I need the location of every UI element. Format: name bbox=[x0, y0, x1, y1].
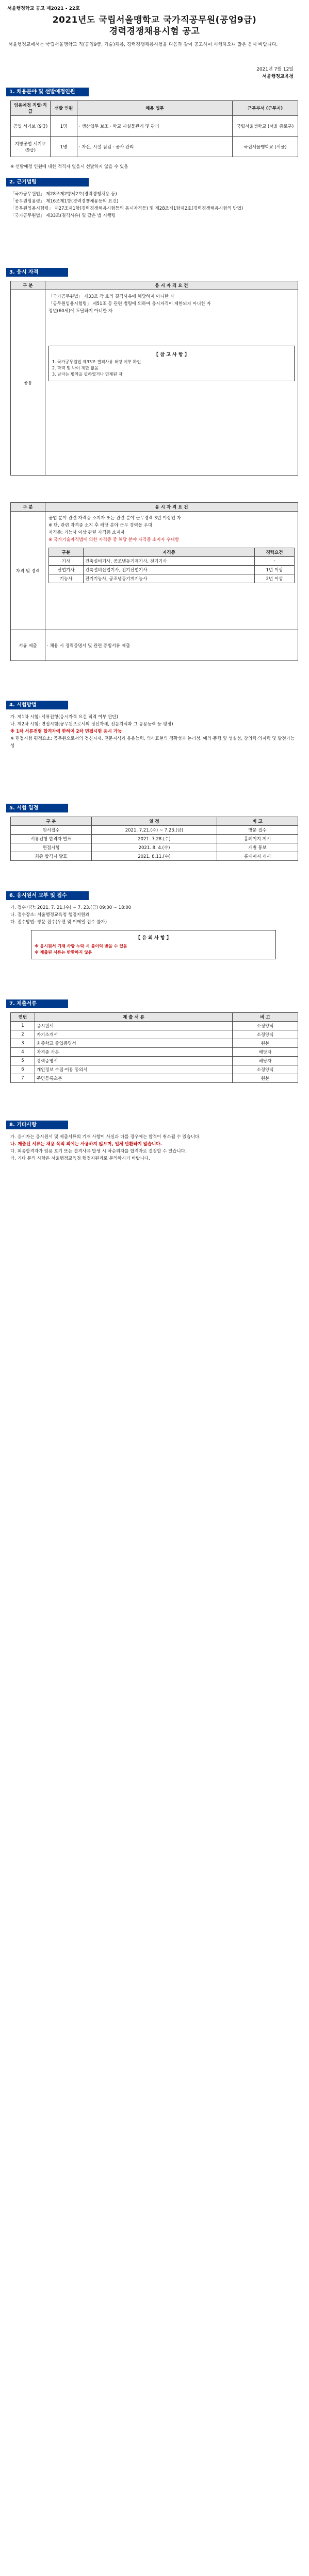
requirements-table bbox=[10, 281, 298, 476]
page-title bbox=[0, 14, 309, 37]
cert-cell: 산업기사 bbox=[49, 566, 84, 574]
th-cert-exp: 경력요건 bbox=[255, 548, 295, 557]
section-1-note: ※ 선발예정 인원에 대한 적격자 없을시 선발하지 않을 수 있음 bbox=[10, 164, 128, 170]
schedule-cell: 원서접수 bbox=[11, 826, 92, 835]
section-6-header: 6. 응시원서 교부 및 접수 bbox=[6, 891, 89, 900]
schedule-table bbox=[10, 817, 298, 861]
schedule-cell: 홈페이지 게시 bbox=[217, 852, 298, 861]
th-no: 연번 bbox=[11, 1013, 35, 1022]
cell-count-2: 1명 bbox=[51, 137, 77, 157]
th-duties: 채용 업무 bbox=[77, 101, 233, 116]
qualification-table bbox=[10, 502, 298, 661]
cell-duties-2: · 자산, 시설 점검 · 공사 관리 bbox=[77, 137, 233, 157]
caution-line: ※ 제출된 서류는 반환하지 않음 bbox=[35, 950, 92, 955]
doc-cell: 개인정보 수집·이용 동의서 bbox=[35, 1065, 233, 1074]
application-info bbox=[10, 904, 297, 959]
qualification-requirements bbox=[45, 512, 298, 630]
caution-line: ※ 응시원서 기재 사항 누락 시 불이익 받을 수 있음 bbox=[35, 944, 127, 948]
announcement-date: 2021년 7월 12일 bbox=[256, 67, 294, 72]
schedule-cell: 2021. 8.11.(수) bbox=[92, 852, 217, 861]
th-requirements: 응 시 자 격 요 건 bbox=[45, 281, 298, 290]
announcement-label: 서울행정학교 공고 제2021 - 22호 bbox=[7, 6, 80, 11]
common-requirements bbox=[45, 290, 298, 476]
title-line-1: 2021년도 국립서울맹학교 국가직공무원(공업9급) bbox=[52, 15, 257, 25]
schedule-cell: 2021. 7.28.(수) bbox=[92, 835, 217, 843]
req-item: 공업 분야 관련 자격증 소지자 또는 관련 분야 근무경력 3년 이상인 자 bbox=[48, 516, 181, 521]
doc-cell: 자격증 사본 bbox=[35, 1048, 233, 1057]
doc-cell: 6 bbox=[11, 1065, 35, 1074]
exam-method-list bbox=[10, 714, 297, 750]
req-item: 정년(60세)에 도달하지 아니한 자 bbox=[48, 309, 113, 314]
section-5-header: 5. 시험 일정 bbox=[6, 804, 68, 812]
req-item: 「공무원임용시험령」 제51조 등 관련 법령에 의하여 응시자격이 제한되지 아니한 자 bbox=[48, 301, 211, 307]
doc-cell: 소정양식 bbox=[233, 1030, 298, 1039]
schedule-cell: 최종 합격자 발표 bbox=[11, 852, 92, 861]
other-item: 가. 응시자는 응시원서 및 제출서류의 기재 사항이 사실과 다를 경우에는 합격이 취소될 수 있습니다. bbox=[10, 1134, 201, 1140]
doc-cell: 응시원서 bbox=[35, 1022, 233, 1030]
schedule-cell: 서류전형 합격자 발표 bbox=[11, 835, 92, 843]
th-count: 선발 인원 bbox=[51, 101, 77, 116]
cert-cell: 1년 이상 bbox=[255, 566, 295, 574]
doc-cell: 해당자 bbox=[233, 1048, 298, 1057]
th-requirements-2: 응 시 자 격 요 건 bbox=[45, 503, 298, 512]
schedule-cell: 개별 통보 bbox=[217, 843, 298, 852]
laws-list bbox=[10, 191, 297, 219]
cert-cell: 건축설비산업기사, 전기산업기사 bbox=[84, 566, 255, 574]
cert-cell: 전기기능사, 공조냉동기계기능사 bbox=[84, 574, 255, 583]
section-8-header: 8. 기타사항 bbox=[6, 1121, 68, 1129]
section-2-header: 2. 근거법령 bbox=[6, 178, 89, 187]
doc-cell: 경력증명서 bbox=[35, 1057, 233, 1065]
cert-cell: 기능사 bbox=[49, 574, 84, 583]
section-1-header: 1. 채용분야 및 선발예정인원 bbox=[6, 88, 89, 96]
section-7-header: 7. 제출서류 bbox=[6, 999, 68, 1008]
th-cert-type: 구분 bbox=[49, 548, 84, 557]
law-item: 「국가공무원법」 제33조(결격사유) 및 같은 법 시행령 bbox=[10, 213, 116, 218]
cell-duties: · 생산업무 보조 · 학교 시설물관리 및 관리 bbox=[77, 116, 233, 137]
exam-item: ※ 면접시험 평정요소: 공무원으로서의 정신자세, 전문지식과 응용능력, 의사표현의 정확성과 논리성, 예의·품행 및 성실성, 창의력·의지력 및 발전가능성 bbox=[10, 736, 295, 749]
exam-item: ※ 1차 서류전형 합격자에 한하여 2차 면접시험 응시 가능 bbox=[10, 729, 122, 734]
cert-cell: 기사 bbox=[49, 557, 84, 566]
th-doc-remark: 비 고 bbox=[233, 1013, 298, 1022]
doc-cell: 최종학교 졸업증명서 bbox=[35, 1039, 233, 1048]
docs-requirement: · 채용 시 경력증명서 및 관련 증빙서류 제출 bbox=[45, 630, 298, 661]
application-item: 가. 접수기간: 2021. 7. 21.(수) ~ 7. 23.(금) 09:00 ~ 18:00 bbox=[10, 905, 132, 910]
th-category-2: 구 분 bbox=[11, 503, 45, 512]
law-item: 「공무원임용령」 제16조제1항(경력경쟁채용등의 요건) bbox=[10, 199, 119, 204]
law-item: 「공무원임용시험령」 제27조제1항(경력경쟁채용시험등의 응시자격등) 및 제28조제1항제2호(경력경쟁채용시험의 방법) bbox=[10, 206, 243, 211]
section-4-header: 4. 시험방법 bbox=[6, 701, 68, 709]
issuer: 서울행정교육청 bbox=[262, 74, 294, 79]
doc-cell: 3 bbox=[11, 1039, 35, 1048]
reference-title: 【 참 고 사 항 】 bbox=[154, 352, 189, 358]
caution-title: 【 유 의 사 항 】 bbox=[136, 936, 171, 941]
doc-cell: 원본 bbox=[233, 1074, 298, 1083]
cell-rank-2: 지방공업 서기보 (9급) bbox=[11, 137, 51, 157]
doc-cell: 4 bbox=[11, 1048, 35, 1057]
doc-cell: 5 bbox=[11, 1057, 35, 1065]
schedule-cell: 2021. 7.21.(수) ~ 7.23.(금) bbox=[92, 826, 217, 835]
th-place: 근무부서 (근무지) bbox=[233, 101, 298, 116]
exam-item: 가. 제1차 시험: 서류전형(응시자격 요건 적격 여부 판단) bbox=[10, 715, 118, 720]
reference-box bbox=[48, 346, 295, 381]
doc-cell: 7 bbox=[11, 1074, 35, 1083]
th-rank: 임용예정 직렬·직급 bbox=[11, 101, 51, 116]
intro-text: 서울행정교에서는 국립서울맹학교 직(공업9급, 기술)채용, 경력경쟁채용시험을 다음과 같이 공고하여 시행하오니 많은 응시 바랍니다. bbox=[8, 42, 278, 47]
date-block bbox=[256, 66, 294, 80]
reference-text: 1. 국가공무원법 제33조 결격사유 해당 여부 확인 2. 학력 및 나이 제한 없음 3. 남자는 병역을 필하였거나 면제된 자 bbox=[52, 360, 141, 377]
red-note: ※ 국가기술자격법에 의한 자격증 중 해당 분야 자격증 소지자 우대함 bbox=[48, 537, 180, 543]
cert-cell: 건축설비기사, 공조냉동기계기사, 전기기사 bbox=[84, 557, 255, 566]
other-item: 라. 기타 문의 사항은 서울행정교육청 행정지원과로 문의하시기 바랍니다. bbox=[10, 1156, 150, 1161]
cell-rank: 공업 서기보 (9급) bbox=[11, 116, 51, 137]
documents-table bbox=[10, 1012, 298, 1083]
doc-cell: 2 bbox=[11, 1030, 35, 1039]
th-stage: 구 분 bbox=[11, 817, 92, 826]
doc-cell: 소정양식 bbox=[233, 1065, 298, 1074]
th-remark: 비 고 bbox=[217, 817, 298, 826]
exam-item: 나. 제2차 시험: 면접시험(공무원으로서의 정신자세, 전문지식과 그 응용능력 등 평정) bbox=[10, 722, 173, 727]
schedule-cell: 홈페이지 게시 bbox=[217, 835, 298, 843]
th-schedule: 일 정 bbox=[92, 817, 217, 826]
th-document: 제 출 서 류 bbox=[35, 1013, 233, 1022]
row-label-docs: 서류 제출 bbox=[11, 630, 45, 661]
th-category: 구 분 bbox=[11, 281, 45, 290]
doc-cell: 자기소개서 bbox=[35, 1030, 233, 1039]
other-item: 나. 제출된 서류는 채용 목적 외에는 사용하지 않으며, 일체 반환하지 않습니다. bbox=[10, 1142, 162, 1147]
cell-place: 국립서울맹학교 (서울 종로구) bbox=[233, 116, 298, 137]
application-item: 나. 접수장소: 서울행정교육청 행정지원과 bbox=[10, 912, 90, 918]
row-label-qualification: 자격 및 경력 bbox=[11, 512, 45, 630]
schedule-cell: 면접시험 bbox=[11, 843, 92, 852]
cert-cell: 2년 이상 bbox=[255, 574, 295, 583]
other-matters bbox=[10, 1133, 297, 1162]
recruitment-table bbox=[10, 100, 298, 157]
req-item: ※ 단, 관련 자격증 소지 후 해당 분야 근무 경력을 우대 bbox=[48, 523, 153, 528]
application-item: 다. 접수방법: 방문 접수(우편 및 이메일 접수 불가) bbox=[10, 920, 107, 925]
doc-cell: 해당자 bbox=[233, 1057, 298, 1065]
th-cert-name: 자격증 bbox=[84, 548, 255, 557]
cell-count: 1명 bbox=[51, 116, 77, 137]
req-item: 「국가공무원법」 제33조 각 호의 결격사유에 해당하지 아니한 자 bbox=[48, 294, 174, 299]
schedule-cell: 2021. 8. 4.(수) bbox=[92, 843, 217, 852]
doc-cell: 주민등록초본 bbox=[35, 1074, 233, 1083]
doc-cell: 원본 bbox=[233, 1039, 298, 1048]
req-item: 자격증: 기능사 이상 관련 자격증 소지자 bbox=[48, 530, 125, 535]
other-item: 다. 최종합격자가 임용 포기 또는 결격사유 발생 시 차순위자를 합격자로 결정할 수 있습니다. bbox=[10, 1149, 187, 1154]
certificate-table bbox=[48, 548, 295, 583]
cert-cell: - bbox=[255, 557, 295, 566]
section-3-header: 3. 응시 자격 bbox=[6, 268, 68, 277]
doc-cell: 소정양식 bbox=[233, 1022, 298, 1030]
title-line-2: 경력경쟁채용시험 공고 bbox=[109, 26, 200, 37]
cell-place-2: 국립서울맹학교 (서울) bbox=[233, 137, 298, 157]
row-label-common: 공통 bbox=[11, 290, 45, 476]
announcement-number bbox=[7, 2, 302, 9]
schedule-cell: 방문 접수 bbox=[217, 826, 298, 835]
doc-cell: 1 bbox=[11, 1022, 35, 1030]
caution-box bbox=[31, 930, 276, 959]
law-item: 「국가공무원법」 제28조제2항제2호(경력경쟁채용 등) bbox=[10, 192, 117, 197]
